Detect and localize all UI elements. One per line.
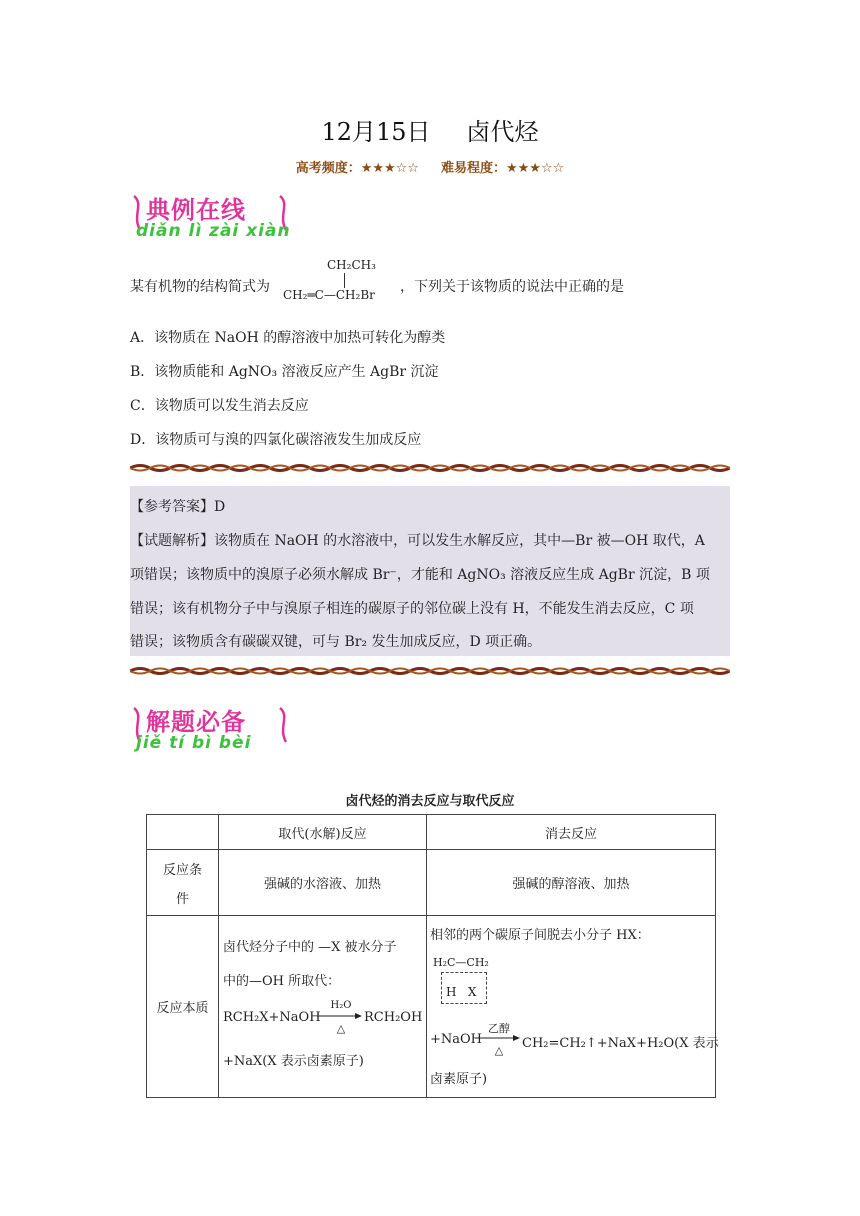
banner-pinyin: diǎn lì zài xiàn xyxy=(136,221,291,241)
elim-arrow-condition: 乙醇 xyxy=(488,1022,510,1035)
option-a: A．该物质在 NaOH 的醇溶液中加热可转化为醇类 xyxy=(130,330,446,346)
structural-formula xyxy=(283,258,413,306)
difficulty-line xyxy=(0,157,860,176)
cell-condition-elimination: 强碱的醇溶液、加热 xyxy=(427,850,716,916)
row-label-line: 件 xyxy=(175,891,189,907)
cell-condition-substitution: 强碱的水溶液、加热 xyxy=(219,850,427,916)
question-suffix: ，下列关于该物质的说法中正确的是 xyxy=(400,279,624,295)
page-title xyxy=(0,112,860,147)
sub-equation-left: RCH₂X+NaOH xyxy=(223,1010,321,1025)
cell-essence-substitution xyxy=(219,916,427,1098)
table-header-row xyxy=(147,815,716,850)
analysis-line-1: 【试题解析】该物质在 NaOH 的水溶液中，可以发生水解反应，其中—Br 被—OH 取代，A xyxy=(130,533,705,549)
answer-reference: 【参考答案】D xyxy=(130,499,226,515)
sub-text-line-2: 中的—OH 所取代： xyxy=(223,974,341,989)
elim-intro: 相邻的两个碳原子间脱去小分子 HX： xyxy=(430,928,650,943)
comparison-table xyxy=(146,814,719,1098)
frequency-rating: 高考频度：★★★☆☆ xyxy=(295,161,419,176)
header-cell-empty xyxy=(147,815,219,850)
table-row-condition xyxy=(147,850,716,916)
row-label-condition xyxy=(147,850,219,916)
section-banner-essentials xyxy=(130,702,300,762)
option-c: C．该物质可以发生消去反应 xyxy=(130,398,309,414)
sub-equation-tail: +NaX(X 表示卤素原子) xyxy=(223,1054,364,1069)
analysis-line-4: 错误；该物质含有碳碳双键，可与 Br₂ 发生加成反应，D 项正确。 xyxy=(130,634,542,650)
row-label-line: 反应条 xyxy=(162,862,202,878)
cell-essence-elimination xyxy=(427,916,719,1098)
structure-top: CH₂CH₃ xyxy=(327,258,376,272)
reaction-arrow-icon xyxy=(317,1012,363,1020)
elim-structure-bottom: H X xyxy=(446,985,477,999)
header-cell-elimination: 消去反应 xyxy=(427,815,716,850)
banner-title: 解题必备 xyxy=(146,708,246,736)
option-b: B．该物质能和 AgNO₃ 溶液反应产生 AgBr 沉淀 xyxy=(130,364,439,380)
elim-arrow-heat: △ xyxy=(494,1044,504,1057)
sub-text-line-1: 卤代烃分子中的 —X 被水分子 xyxy=(223,940,397,955)
banner-pinyin: jiě tí bì bèi xyxy=(136,733,252,753)
option-d: D．该物质可与溴的四氯化碳溶液发生加成反应 xyxy=(130,432,422,448)
sub-arrow-condition: H₂O xyxy=(330,1000,352,1011)
elim-structure-top: H₂C—CH₂ xyxy=(433,956,489,969)
header-cell-substitution: 取代(水解)反应 xyxy=(219,815,427,850)
title-topic: 卤代烃 xyxy=(466,118,539,146)
title-date: 12月15日 xyxy=(321,118,431,146)
table-row-essence xyxy=(147,916,716,1098)
table-title: 卤代烃的消去反应与取代反应 xyxy=(345,794,515,809)
row-label-essence: 反应本质 xyxy=(147,916,219,1098)
analysis-line-2: 项错误；该物质中的溴原子必须水解成 Br⁻，才能和 AgNO₃ 溶液反应生成 AgBr 沉淀，B 项 xyxy=(130,567,710,583)
sub-arrow-heat: △ xyxy=(336,1022,346,1035)
difficulty-rating: 难易程度：★★★☆☆ xyxy=(441,161,565,176)
analysis-line-3: 错误；该有机物分子中与溴原子相连的碳原子的邻位碳上没有 H，不能发生消去反应，C 项 xyxy=(130,601,694,617)
elim-equation-left: +NaOH xyxy=(430,1032,483,1047)
divider-bottom xyxy=(130,666,730,676)
reaction-arrow-icon xyxy=(475,1034,521,1042)
elim-equation-tail: 卤素原子) xyxy=(430,1072,488,1087)
structure-bottom: CH₂═C—CH₂Br xyxy=(283,288,375,302)
sub-equation-right: RCH₂OH xyxy=(364,1010,423,1025)
structure-bond xyxy=(344,273,345,288)
elim-equation-right: CH₂=CH₂↑+NaX+H₂O(X 表示 xyxy=(522,1036,719,1051)
divider-top xyxy=(130,463,730,473)
question-prefix: 某有机物的结构简式为 xyxy=(130,279,270,295)
section-banner-example xyxy=(130,190,300,250)
banner-title: 典例在线 xyxy=(146,196,246,224)
